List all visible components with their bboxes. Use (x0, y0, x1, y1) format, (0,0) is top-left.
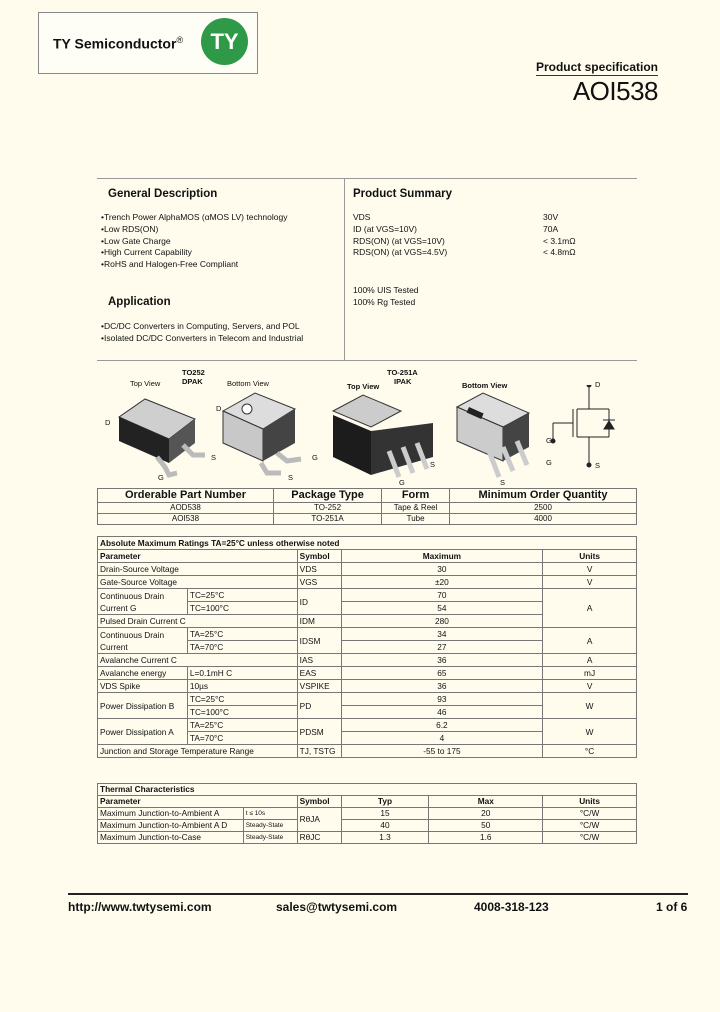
cell: Avalanche Current C (98, 654, 298, 667)
cell: °C/W (543, 808, 637, 820)
cell: 34 (341, 628, 543, 641)
list-item: • Low Gate Charge (101, 236, 341, 248)
to252-title: TO252 (182, 368, 205, 377)
ratings-table (97, 536, 637, 758)
table-row (98, 503, 637, 514)
cell: AOD538 (98, 503, 274, 514)
cell: PD (297, 693, 341, 719)
cell: 36 (341, 654, 543, 667)
cell: RθJA (297, 808, 341, 832)
pin-g-symbol: G (546, 436, 552, 445)
pin-d-2: D (216, 404, 222, 413)
summary-row (353, 247, 593, 259)
cell: TA=70°C (187, 641, 297, 654)
col-header: Orderable Part Number (98, 489, 274, 503)
cell: mJ (543, 667, 637, 680)
section-bottom-rule (97, 360, 637, 361)
cell: 27 (341, 641, 543, 654)
cell: Continuous Drain Current G (98, 589, 188, 615)
table-row (98, 693, 637, 706)
general-description-title: General Description (108, 188, 218, 200)
cell: °C/W (543, 820, 637, 832)
top-view-label-2: Top View (347, 382, 380, 391)
footer-phone: 4008-318-123 (474, 900, 549, 914)
to252-label (182, 368, 205, 386)
list-item: • High Current Capability (101, 247, 341, 259)
cell: EAS (297, 667, 341, 680)
cell: IAS (297, 654, 341, 667)
general-description-list (101, 212, 341, 271)
to251-title: TO-251A (387, 368, 418, 377)
table-row (98, 589, 637, 602)
cell: 1.6 (429, 832, 543, 844)
table-row (98, 745, 637, 758)
cell: V (543, 576, 637, 589)
col-header: Units (543, 796, 637, 808)
cell: 65 (341, 667, 543, 680)
summary-label: ID (at VGS=10V) (353, 223, 418, 234)
pin-s-3: S (430, 460, 436, 469)
summary-value: 70A (543, 223, 559, 234)
col-header: Maximum (341, 550, 543, 563)
cell: 93 (341, 693, 543, 706)
brand-name (53, 35, 183, 52)
cell: IDM (297, 615, 341, 628)
cell: 50 (429, 820, 543, 832)
cell: 6.2 (341, 719, 543, 732)
cell: TA=25°C (187, 719, 297, 732)
table-row (98, 667, 637, 680)
cell: W (543, 719, 637, 745)
list-item: • Trench Power AlphaMOS (αMOS LV) technology (101, 212, 341, 224)
footer-email-link[interactable]: sales@twtysemi.com (276, 900, 398, 914)
table-row (98, 514, 637, 525)
cell: 2500 (449, 503, 636, 514)
cell: AOI538 (98, 514, 274, 525)
pin-g-4: G (546, 458, 552, 467)
bottom-view-label: Bottom View (227, 379, 269, 388)
cell: Steady-State (243, 832, 297, 844)
table-row (98, 628, 637, 641)
col-header: Parameter (98, 796, 298, 808)
to251-top-view (333, 395, 436, 477)
part-number: AOI538 (572, 76, 658, 106)
summary-label: VDS (353, 212, 371, 222)
cell: 30 (341, 563, 543, 576)
thermal-table (97, 783, 637, 844)
cell: °C (543, 745, 637, 758)
list-item: • Isolated DC/DC Converters in Telecom and Industrial (101, 333, 341, 345)
list-item: • RoHS and Halogen-Free Compliant (101, 259, 341, 271)
col-header: Parameter (98, 550, 298, 563)
to251-label (387, 368, 418, 386)
to251-sub: IPAK (394, 377, 412, 386)
table-header-row (98, 796, 637, 808)
cell: 15 (341, 808, 429, 820)
footer-website-link[interactable]: http://www.twtysemi.com (68, 900, 212, 914)
summary-value: < 3.1mΩ (543, 235, 576, 246)
cell: Drain-Source Voltage (98, 563, 298, 576)
cell: Gate-Source Voltage (98, 576, 298, 589)
col-header: Units (543, 550, 637, 563)
cell: TA=70°C (187, 732, 297, 745)
col-header: Symbol (297, 796, 341, 808)
table-header-row (98, 550, 637, 563)
top-view-label: Top View (130, 379, 161, 388)
pin-g-2: G (312, 453, 318, 462)
pin-d-1: D (105, 418, 111, 427)
pin-g-3: G (399, 478, 405, 487)
cell: PDSM (297, 719, 341, 745)
to252-sub: DPAK (182, 377, 203, 386)
cell: TA=25°C (187, 628, 297, 641)
cell: 10µs (187, 680, 297, 693)
cell: Steady-State (243, 820, 297, 832)
cell: t ≤ 10s (243, 808, 297, 820)
product-summary (353, 212, 613, 309)
spec-label: Product specification (535, 60, 658, 74)
cell: TC=100°C (187, 602, 297, 615)
summary-row (353, 212, 593, 224)
col-header: Minimum Order Quantity (449, 489, 636, 503)
col-header: Form (382, 489, 450, 503)
cell: 20 (429, 808, 543, 820)
col-header: Package Type (273, 489, 381, 503)
cell: 54 (341, 602, 543, 615)
table-row (98, 808, 637, 820)
cell: 46 (341, 706, 543, 719)
cell: Tape & Reel (382, 503, 450, 514)
cell: VDS Spike (98, 680, 188, 693)
table-row (98, 654, 637, 667)
test-note: 100% UIS Tested (353, 285, 419, 296)
summary-row (353, 224, 593, 236)
cell: 70 (341, 589, 543, 602)
cell: A (543, 628, 637, 654)
to252-bottom-view (223, 393, 301, 473)
product-summary-title: Product Summary (353, 188, 453, 200)
cell: A (543, 654, 637, 667)
list-item: • Low RDS(ON) (101, 224, 341, 236)
cell: IDSM (297, 628, 341, 654)
logo-badge: TY (201, 18, 248, 65)
table-row (98, 680, 637, 693)
col-header: Typ (341, 796, 429, 808)
mosfet-symbol (551, 385, 615, 467)
package-drawings (97, 385, 637, 485)
table-row (98, 563, 637, 576)
pin-g-1: G (158, 473, 164, 482)
cell: 280 (341, 615, 543, 628)
cell: L=0.1mH C (187, 667, 297, 680)
cell: °C/W (543, 832, 637, 844)
footer-rule (68, 893, 688, 895)
brand-text: TY Semiconductor (53, 35, 177, 52)
pin-s-1: S (211, 453, 217, 462)
cell: TC=100°C (187, 706, 297, 719)
ratings-title: Absolute Maximum Ratings TA=25°C unless otherwise noted (98, 537, 637, 550)
test-note: 100% Rg Tested (353, 296, 416, 307)
cell: 1.3 (341, 832, 429, 844)
registered-mark: ® (176, 35, 184, 45)
cell: VGS (297, 576, 341, 589)
ordering-table (97, 488, 637, 525)
col-header: Max (429, 796, 543, 808)
cell: VDS (297, 563, 341, 576)
list-item: • DC/DC Converters in Computing, Servers, and POL (101, 321, 341, 333)
section-divider (344, 178, 345, 360)
cell: V (543, 563, 637, 576)
summary-value: < 4.8mΩ (543, 247, 576, 258)
summary-row (353, 236, 593, 248)
cell: Tube (382, 514, 450, 525)
section-top-rule (97, 178, 637, 179)
cell: -55 to 175 (341, 745, 543, 758)
cell: 36 (341, 680, 543, 693)
cell: Junction and Storage Temperature Range (98, 745, 298, 758)
pin-d-symbol: D (595, 380, 601, 389)
bottom-view-label-2: Bottom View (462, 381, 508, 390)
cell: Pulsed Drain Current C (98, 615, 298, 628)
cell: A (543, 589, 637, 628)
cell: Maximum Junction-to-Ambient A D (98, 820, 244, 832)
cell: TO-251A (273, 514, 381, 525)
cell: V (543, 680, 637, 693)
cell: Power Dissipation B (98, 693, 188, 719)
cell: VSPIKE (297, 680, 341, 693)
cell: TJ, TSTG (297, 745, 341, 758)
cell: 4000 (449, 514, 636, 525)
page-number: 1 of 6 (656, 900, 688, 914)
cell: TO-252 (273, 503, 381, 514)
cell: Continuous Drain Current (98, 628, 188, 654)
cell: 40 (341, 820, 429, 832)
thermal-title: Thermal Characteristics (98, 784, 637, 796)
to251-bottom-view (457, 393, 529, 477)
summary-value: 30V (543, 212, 559, 222)
table-row (98, 820, 637, 832)
company-logo (38, 12, 258, 74)
summary-label: RDS(ON) (at VGS=10V) (353, 235, 445, 246)
table-row (98, 576, 637, 589)
cell: RθJC (297, 832, 341, 844)
cell: ±20 (341, 576, 543, 589)
cell: ID (297, 589, 341, 615)
cell: Maximum Junction-to-Ambient A (98, 808, 244, 820)
cell: 4 (341, 732, 543, 745)
summary-label: RDS(ON) (at VGS=4.5V) (353, 247, 448, 258)
cell: W (543, 693, 637, 719)
application-title: Application (108, 296, 171, 308)
cell: TC=25°C (187, 589, 297, 602)
cell: Avalanche energy (98, 667, 188, 680)
pin-s-4: S (500, 478, 506, 487)
pin-s-2: S (288, 473, 294, 482)
to252-top-view (119, 399, 205, 475)
table-header-row (98, 489, 637, 503)
cell: Maximum Junction-to-Case (98, 832, 244, 844)
application-list (101, 321, 341, 345)
cell: TC=25°C (187, 693, 297, 706)
pin-s-symbol: S (595, 461, 601, 470)
table-row (98, 719, 637, 732)
cell: Power Dissipation A (98, 719, 188, 745)
col-header: Symbol (297, 550, 341, 563)
table-row (98, 832, 637, 844)
